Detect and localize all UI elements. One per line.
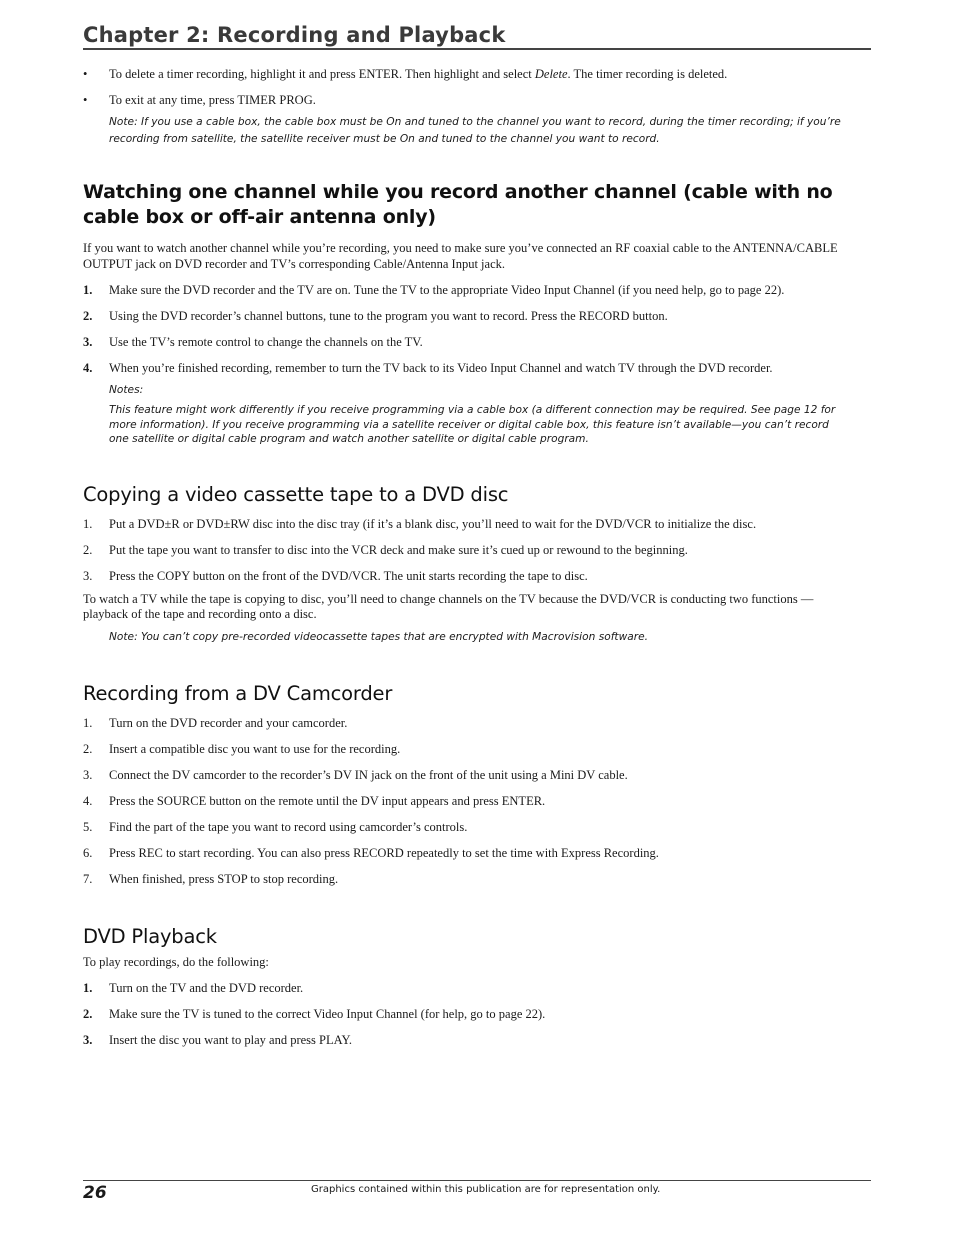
footer-disclaimer: Graphics contained within this publication are for representation only. [311,1184,661,1195]
watching-notes-text: This feature might work differently if you receive programming via a cable box (a different connection may be required. See page 12 for more information). If you receive programming via a satellite receiver or digital cable box, this feature isn’t available—you can’t record one satellite or digital cable program and watch another satellite or digital cable program. [109,404,836,445]
list-item: 2. Using the DVD recorder’s channel buttons, tune to the program you want to record. Press the RECORD button. [83,309,668,323]
chapter-title: Chapter 2: Recording and Playback [83,23,506,47]
macrovision-note: Note: You can’t copy pre-recorded videocassette tapes that are encrypted with Macrovision software. [109,630,648,643]
list-item: 3. Press the COPY button on the front of the DVD/VCR. The unit starts recording the tape to disc. [83,568,588,583]
playback-intro: To play recordings, do the following: [83,954,269,969]
copying-steps [83,516,871,584]
list-item: 2. Make sure the TV is tuned to the correct Video Input Channel (for help, go to page 22). [83,1007,546,1021]
list-item: 2. Put the tape you want to transfer to disc into the VCR deck and make sure it’s cued up or rewound to the beginning. [83,542,688,557]
watching-intro: If you want to watch another channel while you’re recording, you need to make sure you’ve connected an RF coaxial cable to the ANTENNA/CABLE OUTPUT jack on DVD recorder and TV’s corresponding Cable/Antenna Input jack. [83,241,838,271]
camcorder-steps [83,715,871,887]
section-heading-camcorder: Recording from a DV Camcorder [83,681,393,705]
list-item: 1. Turn on the TV and the DVD recorder. [83,981,304,995]
page-number: 26 [83,1183,107,1203]
copying-after-text: To watch a TV while the tape is copying to disc, you’ll need to change channels on the TV because the DVD/VCR is conducting two functions — playback of the tape and recording onto a disc. [83,591,814,621]
list-item: 1. Put a DVD±R or DVD±RW disc into the disc tray (if it’s a blank disc, you’ll need to wait for the DVD/VCR to initialize the disc. [83,516,757,531]
top-bullet-list [83,66,871,108]
footer-rule [83,1180,871,1181]
list-item: 6. Press REC to start recording. You can also press RECORD repeatedly to set the time with Express Recording. [83,845,659,860]
watching-steps [83,282,871,376]
list-item: 1. Make sure the DVD recorder and the TV are on. Tune the TV to the appropriate Video Input Channel (if you need help, go to page 22). [83,283,785,297]
section-heading-copying: Copying a video cassette tape to a DVD disc [83,482,509,506]
list-item: 1. Turn on the DVD recorder and your camcorder. [83,715,348,730]
bullet-delete-timer: • To delete a timer recording, highlight it and press ENTER. Then highlight and select Delete. The timer recording is deleted. [83,66,871,82]
list-item: 3. Connect the DV camcorder to the recorder’s DV IN jack on the front of the unit using a Mini DV cable. [83,767,628,782]
bullet-exit: • To exit at any time, press TIMER PROG. [83,92,871,108]
section-heading-watching: Watching one channel while you record another channel (cable with no cable box or off-air antenna only) [83,181,833,228]
section-heading-playback: DVD Playback [83,924,217,948]
playback-steps [83,980,871,1048]
cable-box-note: Note: If you use a cable box, the cable box must be On and tuned to the channel you want to record, during the timer recording; if you’re recording from satellite, the satellite receiver must be On and tuned to the channel you want to record. [109,116,841,145]
list-item: 4. Press the SOURCE button on the remote until the DV input appears and press ENTER. [83,793,546,808]
list-item: 5. Find the part of the tape you want to record using camcorder’s controls. [83,819,468,834]
list-item: 2. Insert a compatible disc you want to use for the recording. [83,741,401,756]
page-content [83,20,871,1048]
list-item: 3. Use the TV’s remote control to change the channels on the TV. [83,335,423,349]
notes-label: Notes: [109,384,144,396]
delete-term: Delete [534,67,568,81]
list-item: 3. Insert the disc you want to play and press PLAY. [83,1033,353,1047]
list-item: 7. When finished, press STOP to stop recording. [83,871,339,886]
list-item: 4. When you’re finished recording, remember to turn the TV back to its Video Input Channel and watch TV through the DVD recorder. [83,361,773,375]
